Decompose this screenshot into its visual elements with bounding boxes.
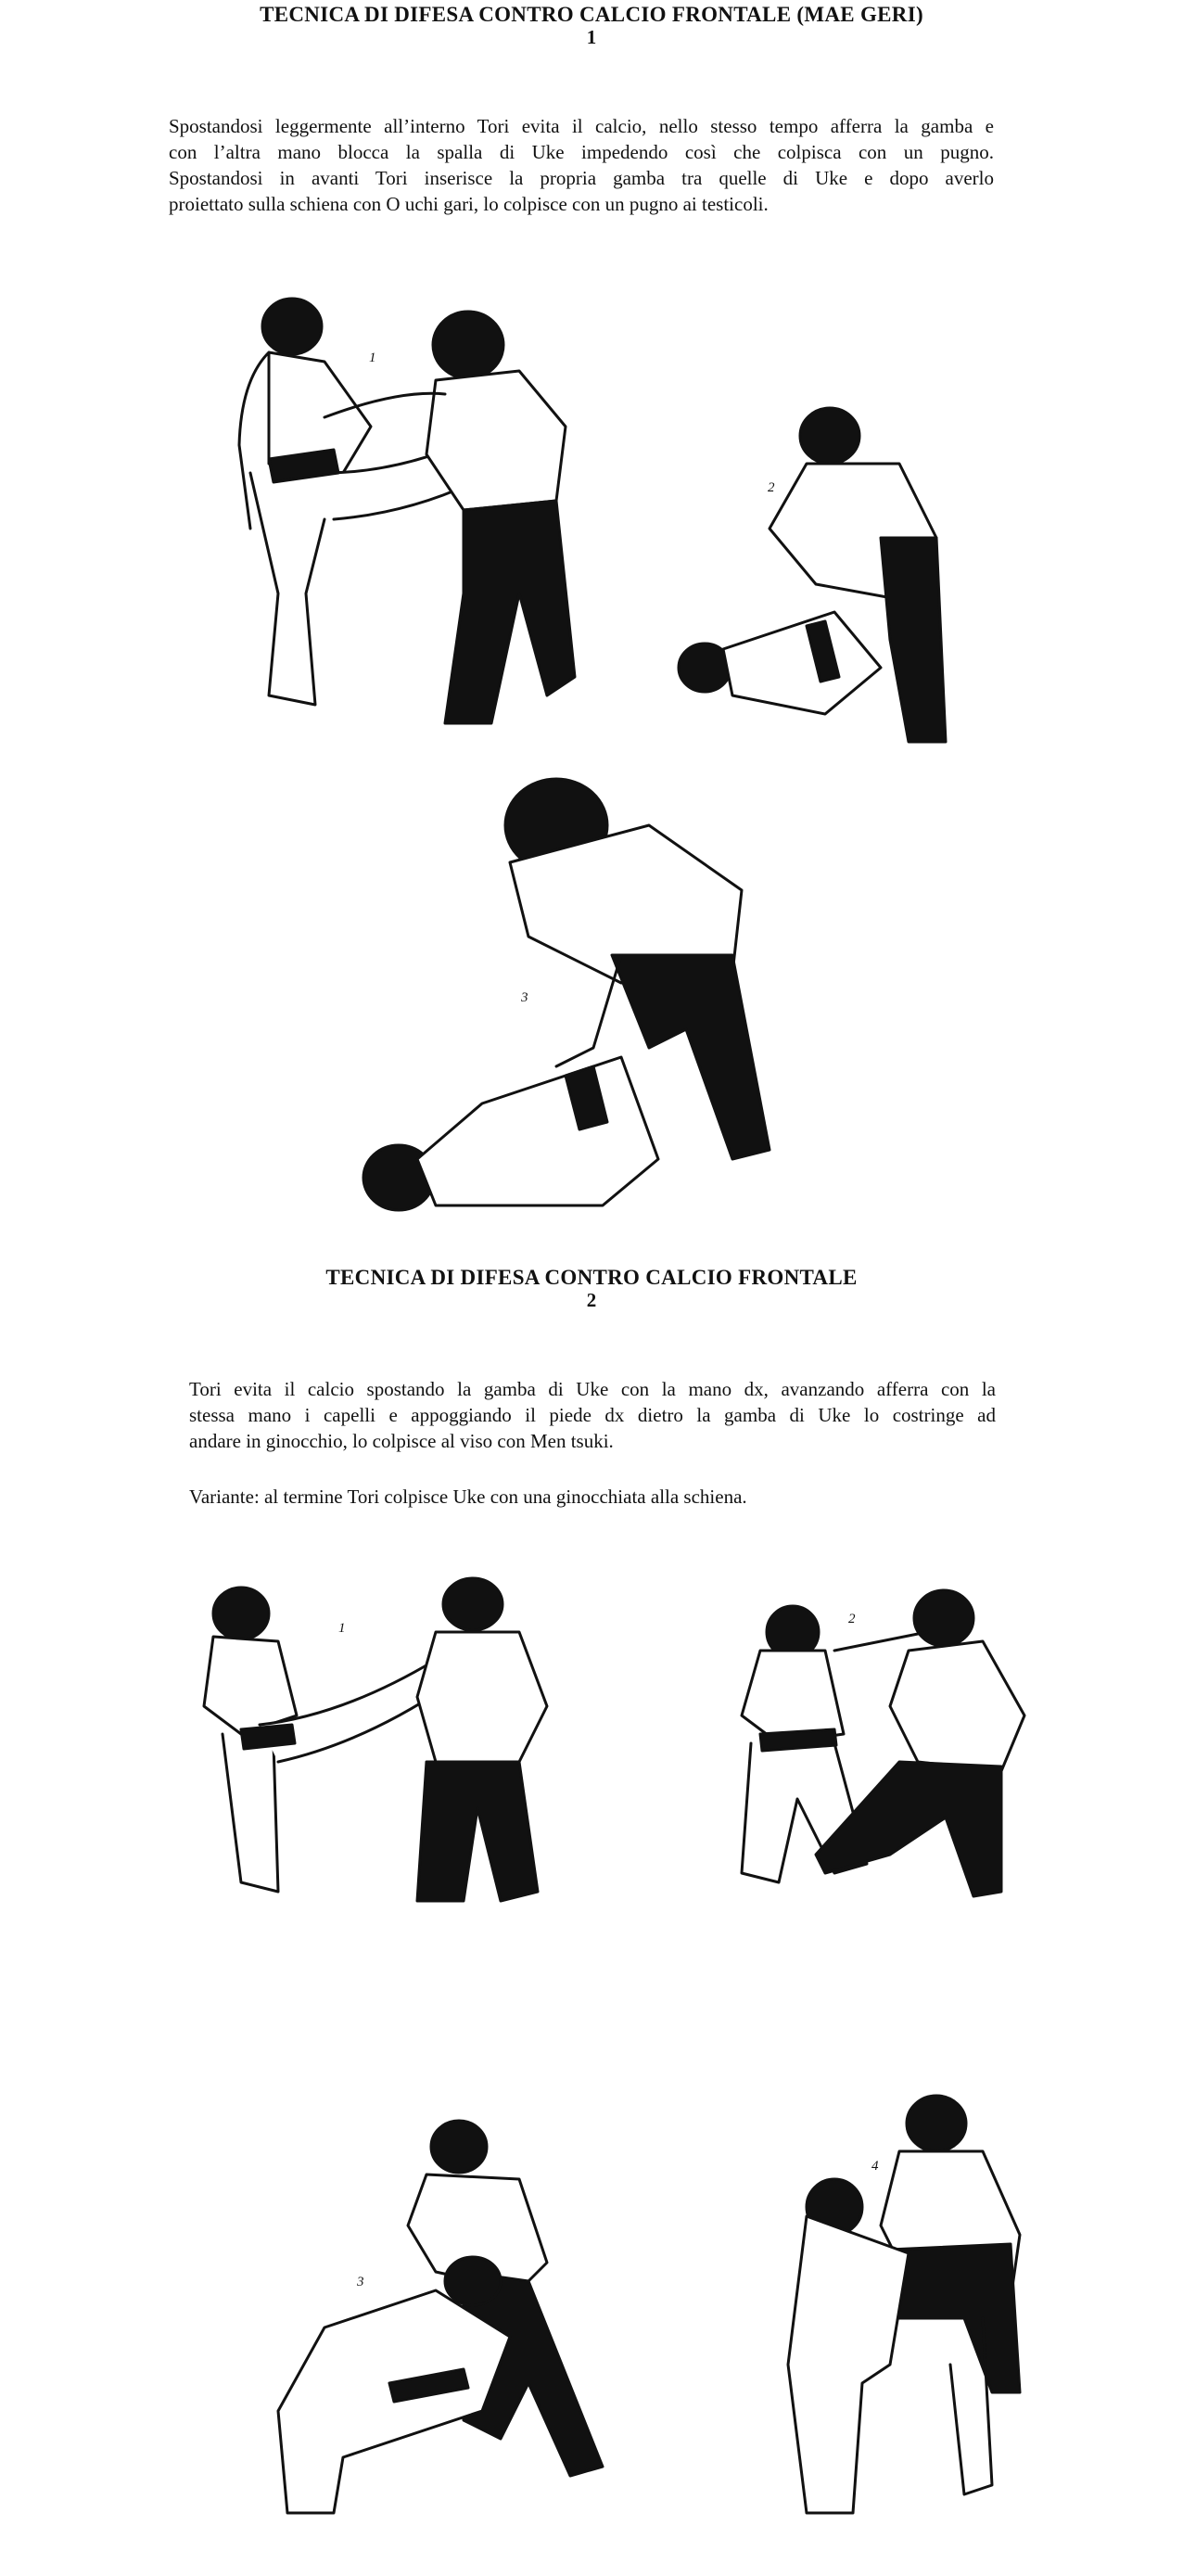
section2-variant: Variante: al termine Tori colpisce Uke con una ginocchiata alla schiena. xyxy=(189,1486,747,1508)
section1-fig2-label: 2 xyxy=(768,480,775,495)
section2-fig4-label: 4 xyxy=(871,2159,879,2174)
section2-illustration-1 xyxy=(185,1576,593,1947)
section2-line-2: stessa mano i capelli e appoggiando il piede dx dietro la gamba di Uke lo costringe ad xyxy=(189,1404,996,1426)
section1-line-4: proiettato sulla schiena con O uchi gari, lo colpisce con un pugno ai testicoli. xyxy=(169,193,769,215)
section1-line-3: Spostandosi in avanti Tori inserisce la propria gamba tra quelle di Uke e dopo averlo xyxy=(169,167,994,189)
section2-illustration-2 xyxy=(705,1576,1038,1947)
section1-illustration-1 xyxy=(213,287,649,751)
section2-number: 2 xyxy=(586,1289,597,1311)
section1-paragraph xyxy=(169,113,994,217)
section2-illustration-4 xyxy=(751,2086,1038,2541)
section2-line-1: Tori evita il calcio spostando la gamba di Uke con la mano dx, avanzando afferra con la xyxy=(189,1378,996,1400)
section1-fig1-label: 1 xyxy=(369,351,376,365)
section2-fig2-label: 2 xyxy=(848,1612,856,1626)
section1-fig3-label: 3 xyxy=(521,990,528,1005)
section2-title: TECNICA DI DIFESA CONTRO CALCIO FRONTALE xyxy=(325,1266,858,1289)
section1-number: 1 xyxy=(586,26,597,48)
section2-fig1-label: 1 xyxy=(338,1621,346,1636)
section1-line-1: Spostandosi leggermente all’interno Tori evita il calcio, nello stesso tempo afferra la gamba e xyxy=(169,115,994,137)
section2-fig3-label: 3 xyxy=(357,2275,364,2289)
section1-title: TECNICA DI DIFESA CONTRO CALCIO FRONTALE (MAE GERI) xyxy=(260,3,923,26)
section1-illustration-2 xyxy=(668,399,983,770)
section1-illustration-3 xyxy=(343,770,890,1243)
section2-paragraph xyxy=(189,1376,996,1454)
section2-line-3: andare in ginocchio, lo colpisce al viso con Men tsuki. xyxy=(189,1430,614,1452)
section1-line-2: con l’altra mano blocca la spalla di Uke impedendo così che colpisca con un pugno. xyxy=(169,141,994,163)
section2-illustration-3 xyxy=(250,2105,640,2541)
